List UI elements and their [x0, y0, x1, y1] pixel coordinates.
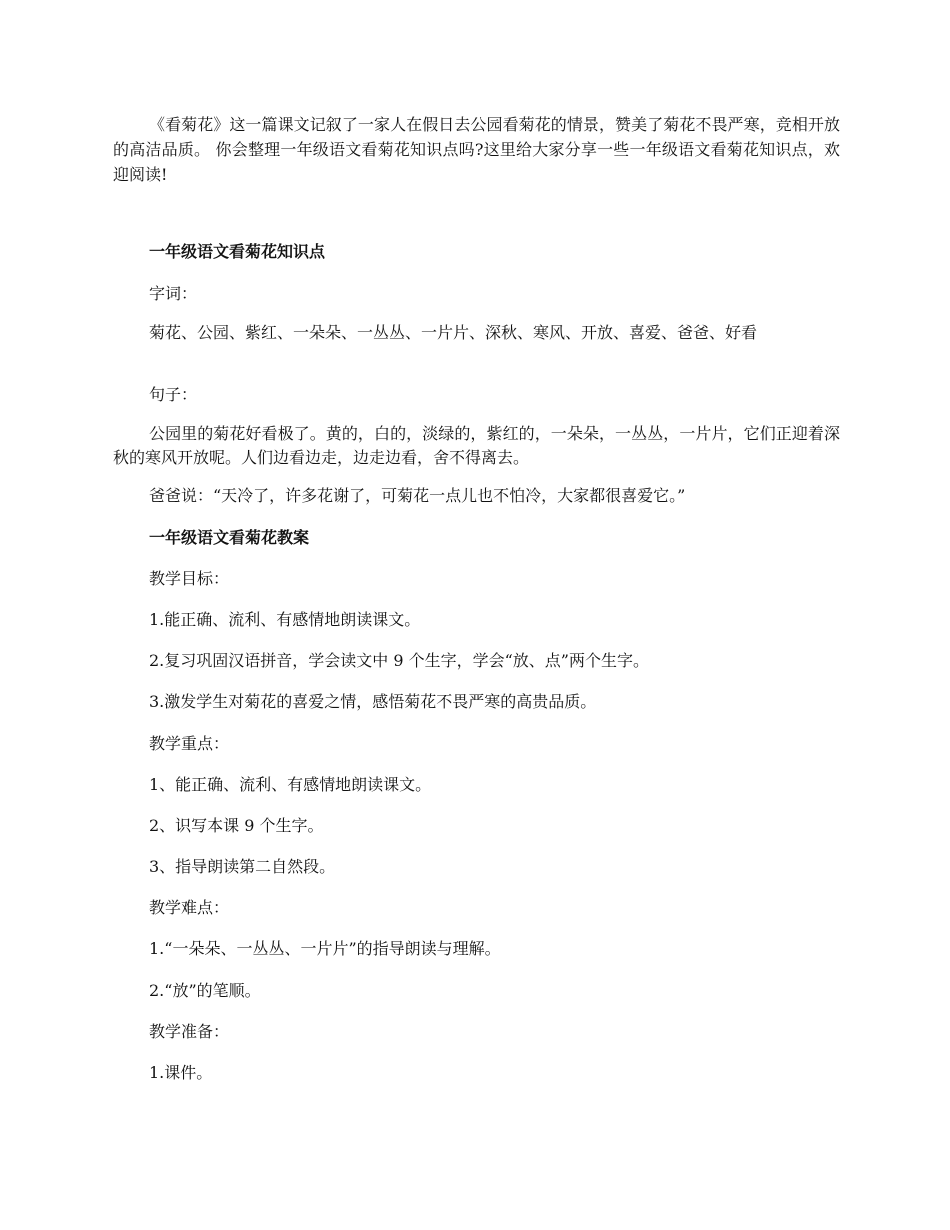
words-paragraph: 菊花、公园、紫红、一朵朵、一丛丛、一片片、深秋、寒风、开放、喜爱、爸爸、好看: [149, 323, 758, 342]
goal-item: 3.激发学生对菊花的喜爱之情，感悟菊花不畏严寒的高贵品质。: [149, 692, 597, 711]
key-point-item: 3、指导朗读第二自然段。: [149, 857, 336, 876]
words-label: 字词：: [149, 284, 198, 303]
key-points-label: 教学重点：: [149, 734, 230, 753]
goals-label: 教学目标：: [149, 569, 230, 588]
section-heading-knowledge: 一年级语文看菊花知识点: [149, 242, 326, 261]
section-heading-lesson-plan: 一年级语文看菊花教案: [149, 528, 310, 547]
key-point-item: 2、识写本课 9 个生字。: [149, 816, 324, 835]
sentence-paragraph-2: 爸爸说：“天冷了，许多花谢了，可菊花一点儿也不怕冷，大家都很喜爱它。”: [149, 486, 686, 505]
goal-item: 1.能正确、流利、有感情地朗读课文。: [149, 610, 421, 629]
difficult-points-label: 教学难点：: [149, 898, 230, 917]
key-point-item: 1、能正确、流利、有感情地朗读课文。: [149, 775, 432, 794]
preparation-label: 教学准备：: [149, 1022, 230, 1041]
difficult-point-item: 1.“一朵朵、一丛丛、一片片”的指导朗读与理解。: [149, 939, 501, 958]
sentence-paragraph-1: 公园里的菊花好看极了。黄的，白的，淡绿的，紫红的，一朵朵，一丛丛，一片片，它们正迎着深秋的寒风开放呢。人们边看边走，边走边看，舍不得离去。: [113, 424, 840, 467]
difficult-point-item: 2.“放”的笔顺。: [149, 981, 261, 1000]
intro-paragraph: 《看菊花》这一篇课文记叙了一家人在假日去公园看菊花的情景，赞美了菊花不畏严寒，竞相开放的高洁品质。 你会整理一年级语文看菊花知识点吗?这里给大家分享一些一年级语文看菊花知识点，欢迎阅读!: [113, 115, 840, 184]
sentences-label: 句子：: [149, 385, 198, 404]
goal-item: 2.复习巩固汉语拼音，学会读文中 9 个生字，学会“放、点”两个生字。: [149, 651, 649, 670]
preparation-item: 1.课件。: [149, 1063, 213, 1082]
